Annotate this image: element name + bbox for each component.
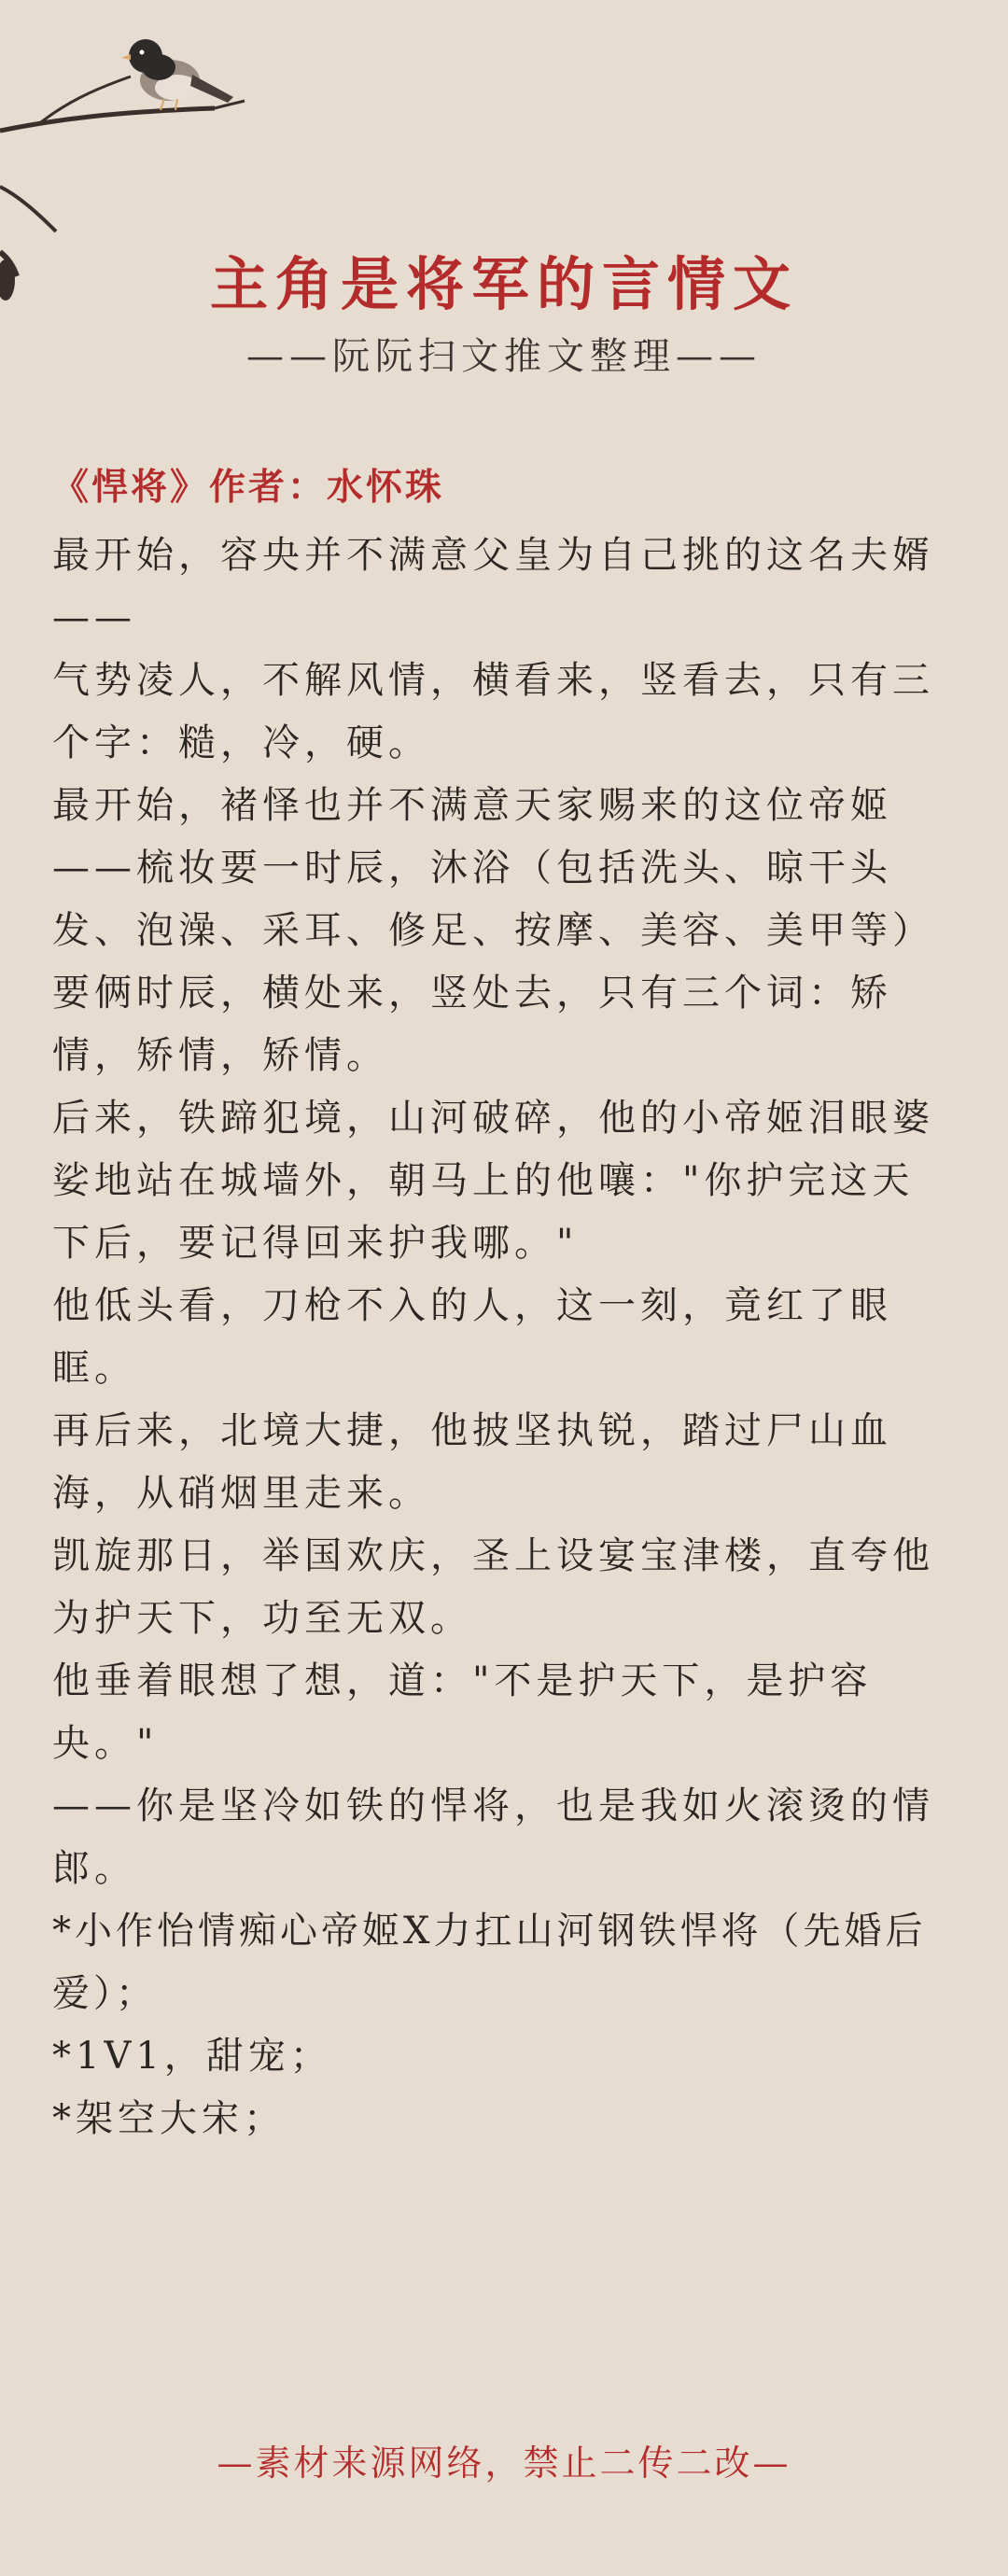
paragraph-6: 再后来，北境大捷，他披坚执锐，踏过尸山血海，从硝烟里走来。 [52,1409,892,1515]
page-subtitle: ——阮阮扫文推文整理—— [246,335,762,378]
paragraph-10: *小作怡情痴心帝姬X力扛山河钢铁悍将（先婚后爱）； [52,1910,927,2015]
paragraph-3: 最开始，褚怿也并不满意天家赐来的这位帝姬——梳妆要一时辰，沐浴（包括洗头、晾干头发、泡澡、采耳、修足、按摩、美容、美甲等）要俩时辰，横处来，竖处去，只有三个词：矫情，矫情，矫情。 [52,784,934,1077]
paragraph-7: 凯旋那日，举国欢庆，圣上设宴宝津楼，直夸他为护天下，功至无双。 [52,1534,934,1640]
paragraph-2: 气势凌人，不解风情，横看来，竖看去，只有三个字：糙，冷，硬。 [52,659,934,764]
paragraph-5: 他低头看，刀枪不入的人，这一刻，竟红了眼眶。 [52,1284,892,1390]
paragraph-1: 最开始，容央并不满意父皇为自己挑的这名夫婿—— [52,534,934,639]
bird-icon [121,39,233,110]
paragraph-4: 后来，铁蹄犯境，山河破碎，他的小帝姬泪眼婆娑地站在城墙外，朝马上的他嚷："你护完这天下后，要记得回来护我哪。" [52,1097,934,1265]
paragraph-8: 他垂着眼想了想，道："不是护天下，是护容央。" [52,1659,873,1765]
paragraph-12: *架空大宋； [52,2097,286,2140]
book-title-author: 《悍将》作者：水怀珠 [52,466,445,509]
footer-note: —素材来源网络，禁止二传二改— [217,2443,791,2484]
paragraph-9: ——你是坚冷如铁的悍将，也是我如火滚烫的情郎。 [52,1785,934,1890]
page-title: 主角是将军的言情文 [209,250,798,318]
paragraph-11: *1V1，甜宠； [52,2035,332,2078]
article-body [52,459,956,2150]
